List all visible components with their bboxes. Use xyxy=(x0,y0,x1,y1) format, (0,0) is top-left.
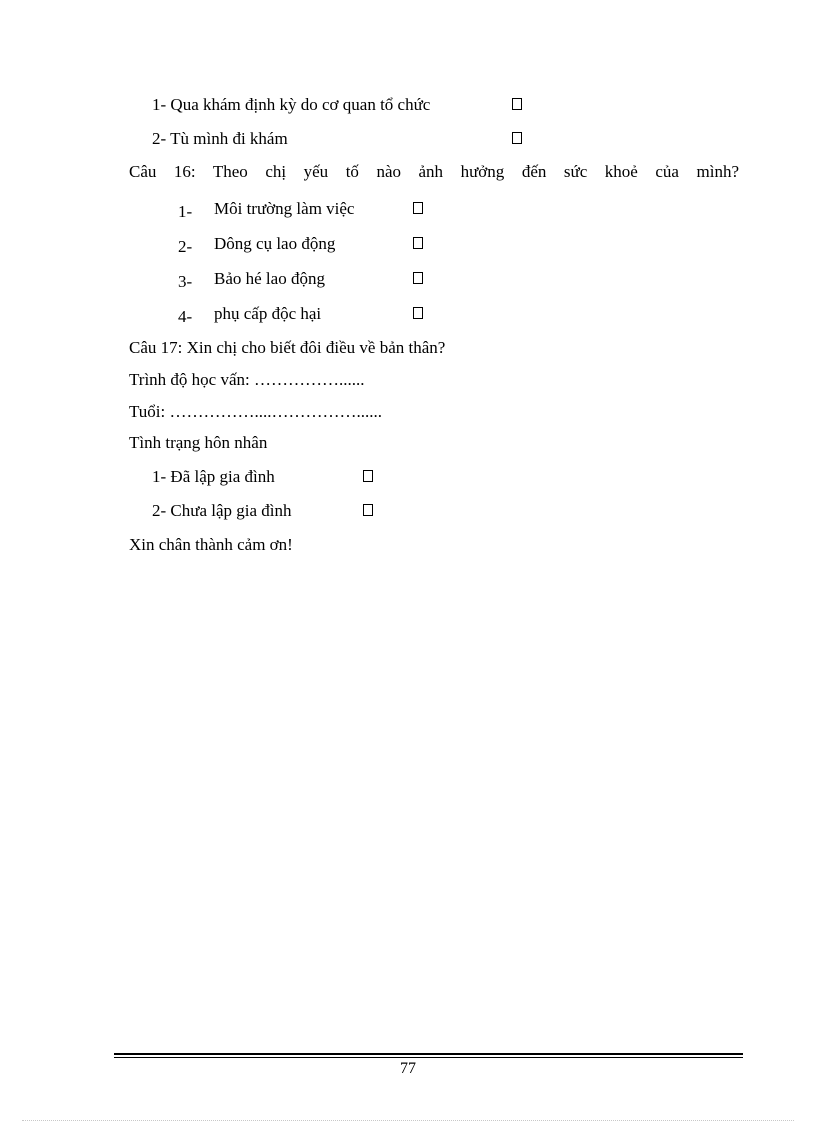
q16-option-4-label: phụ cấp độc hại xyxy=(214,304,322,323)
q16-option-2-label: Dông cụ lao động xyxy=(214,234,336,253)
q16-option-2-checkbox[interactable] xyxy=(413,237,423,249)
q15-option-2-label: Tù mình đi khám xyxy=(170,129,288,148)
q15-option-1 xyxy=(152,95,430,115)
q15-option-1-label: Qua khám định kỳ do cơ quan tổ chức xyxy=(170,95,431,114)
q16-option-1-checkbox[interactable] xyxy=(413,202,423,214)
age-field: Tuổi: ……………....……………...... xyxy=(129,402,382,421)
marital-option-2 xyxy=(152,501,292,521)
closing-text: Xin chân thành cảm ơn! xyxy=(129,535,293,554)
q16-option-4-checkbox[interactable] xyxy=(413,307,423,319)
marital-option-2-checkbox[interactable] xyxy=(363,504,373,516)
q16-option-1-label: Môi trường làm việc xyxy=(214,199,355,218)
page-bottom-border xyxy=(22,1120,794,1121)
q17-title: Câu 17: Xin chị cho biết đôi điều về bản thân? xyxy=(129,338,446,357)
q16-option-4-number: 4- xyxy=(178,307,193,326)
q16-title: Câu 16: Theo chị yếu tố nào ảnh hưởng đến sức khoẻ của mình? xyxy=(129,162,739,181)
q15-option-1-checkbox[interactable] xyxy=(512,98,522,110)
q15-option-2-checkbox[interactable] xyxy=(512,132,522,144)
q16-option-3-number: 3- xyxy=(178,272,193,291)
marital-option-1-number: 1- xyxy=(152,467,167,486)
marital-option-2-label: Chưa lập gia đình xyxy=(170,501,292,520)
footer-rule-thick xyxy=(114,1053,743,1055)
footer-rule-thin xyxy=(114,1057,743,1058)
marital-option-1-label: Đã lập gia đình xyxy=(170,467,275,486)
q16-option-2-number: 2- xyxy=(178,237,193,256)
q15-option-2 xyxy=(152,129,288,149)
q16-option-1-number: 1- xyxy=(178,202,193,221)
q15-option-2-number: 2- xyxy=(152,129,167,148)
page-number: 77 xyxy=(400,1060,416,1077)
marital-option-2-number: 2- xyxy=(152,501,167,520)
q16-option-3-label: Bảo hé lao động xyxy=(214,269,325,288)
marital-status-label: Tình trạng hôn nhân xyxy=(129,433,268,452)
marital-option-1-checkbox[interactable] xyxy=(363,470,373,482)
q15-option-1-number: 1- xyxy=(152,95,167,114)
marital-option-1 xyxy=(152,467,275,487)
education-field: Trình độ học vấn: ……………...... xyxy=(129,370,365,389)
q16-option-3-checkbox[interactable] xyxy=(413,272,423,284)
